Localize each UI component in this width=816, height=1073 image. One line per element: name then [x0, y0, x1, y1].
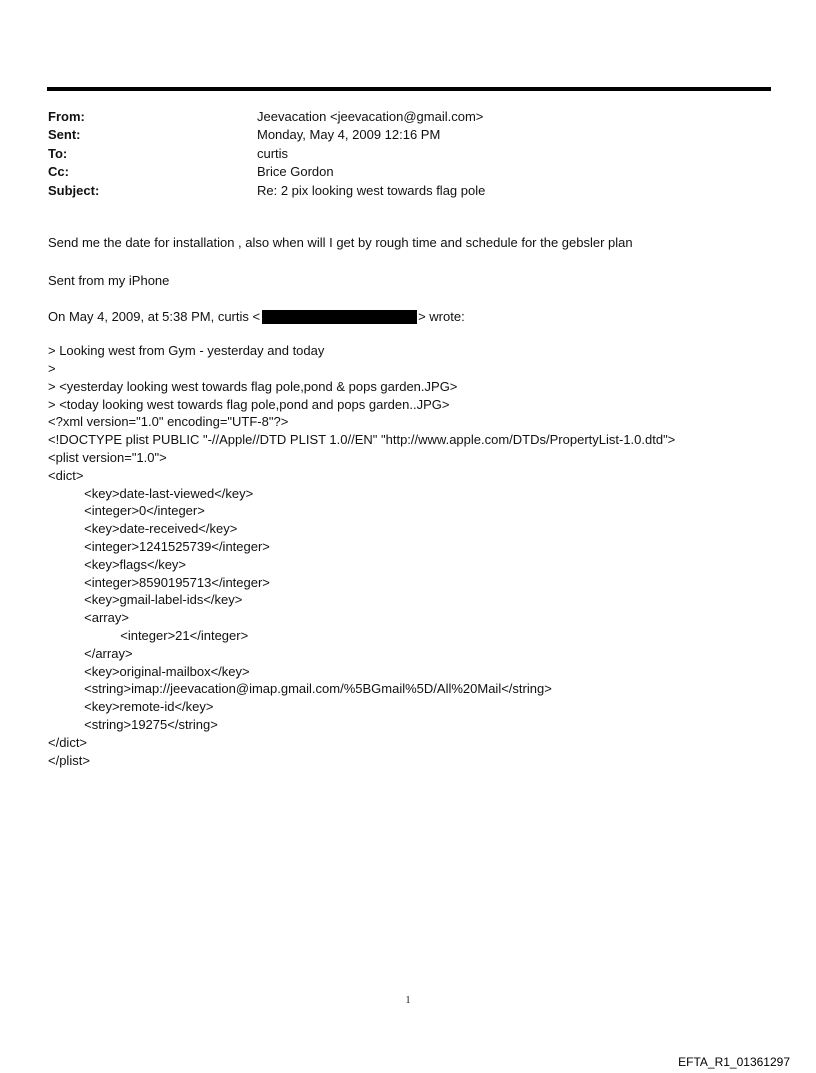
from-row	[48, 107, 768, 126]
quoted-line: <!DOCTYPE plist PUBLIC "-//Apple//DTD PLIST 1.0//EN" "http://www.apple.com/DTDs/PropertyList-1.0.dtd">	[48, 432, 676, 448]
quoted-line: <string>imap://jeevacation@imap.gmail.com/%5BGmail%5D/All%20Mail</string>	[48, 681, 552, 697]
sent-row	[48, 126, 768, 145]
sent-value: Monday, May 4, 2009 12:16 PM	[257, 127, 441, 143]
signature-text: Sent from my iPhone	[48, 272, 170, 288]
quoted-line: <key>original-mailbox</key>	[48, 663, 250, 679]
email-body	[48, 234, 788, 769]
quote-attribution	[48, 309, 788, 324]
quoted-line: <key>remote-id</key>	[48, 699, 214, 715]
quoted-line: </dict>	[48, 734, 88, 750]
quoted-line: <key>gmail-label-ids</key>	[48, 592, 243, 608]
subject-label: Subject:	[48, 182, 100, 198]
quoted-line: >	[48, 360, 56, 376]
header-rule	[47, 87, 771, 91]
quoted-line: > <today looking west towards flag pole,pond and pops garden..JPG>	[48, 396, 450, 412]
message-text: Send me the date for installation , also when will I get by rough time and schedule for the gebsler plan	[48, 235, 633, 250]
redaction-bar	[262, 310, 417, 324]
page-number: 1	[405, 995, 411, 1006]
sent-label: Sent:	[48, 127, 81, 143]
quoted-line: > Looking west from Gym - yesterday and today	[48, 343, 325, 359]
quoted-line: <?xml version="1.0" encoding="UTF-8"?>	[48, 414, 289, 430]
quoted-line: <plist version="1.0">	[48, 449, 167, 465]
to-label: To:	[48, 145, 68, 161]
quoted-line: <dict>	[48, 467, 84, 483]
from-label: From:	[48, 108, 85, 124]
quoted-line: <array>	[48, 610, 129, 626]
quoted-line: <key>date-last-viewed</key>	[48, 485, 254, 501]
attribution-suffix: > wrote:	[418, 309, 465, 325]
cc-row	[48, 163, 768, 182]
attribution-prefix: On May 4, 2009, at 5:38 PM, curtis <	[48, 309, 261, 325]
quoted-line: </plist>	[48, 752, 90, 768]
quoted-line: <integer>21</integer>	[48, 627, 249, 643]
subject-row	[48, 181, 768, 200]
quoted-line: <integer>1241525739</integer>	[48, 538, 270, 554]
quoted-line: <key>date-received</key>	[48, 521, 238, 537]
quoted-line: <string>19275</string>	[48, 716, 218, 732]
to-value: curtis	[257, 145, 289, 161]
quoted-line: </array>	[48, 645, 133, 661]
email-header	[48, 107, 768, 200]
subject-value: Re: 2 pix looking west towards flag pole	[257, 182, 486, 198]
bates-number: EFTA_R1_01361297	[678, 1055, 790, 1069]
quoted-line: <integer>0</integer>	[48, 503, 205, 519]
quoted-content	[48, 342, 788, 769]
quoted-line: <integer>8590195713</integer>	[48, 574, 270, 590]
from-value: Jeevacation <jeevacation@gmail.com>	[257, 108, 484, 124]
cc-value: Brice Gordon	[257, 164, 334, 180]
quoted-line: > <yesterday looking west towards flag pole,pond & pops garden.JPG>	[48, 378, 458, 394]
cc-label: Cc:	[48, 164, 69, 180]
quoted-line: <key>flags</key>	[48, 556, 187, 572]
to-row	[48, 144, 768, 163]
